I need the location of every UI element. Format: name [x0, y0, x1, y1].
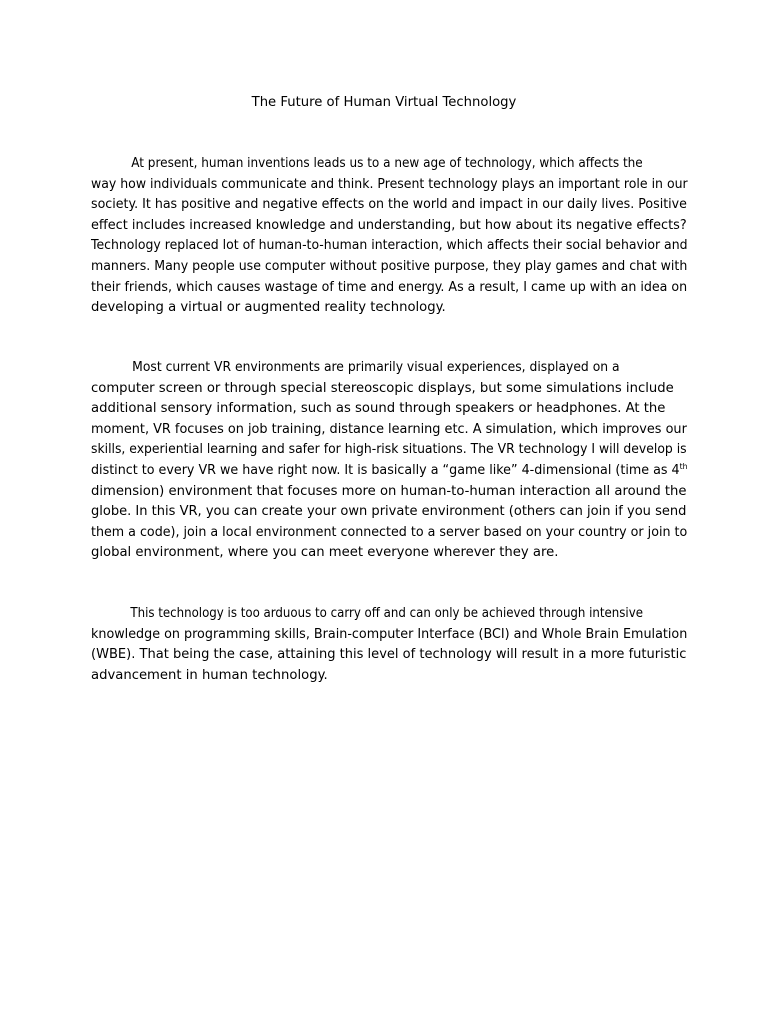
paragraph-line: effect includes increased knowledge and understanding, but how about its negative effects? [91, 217, 687, 233]
paragraph-3 [91, 604, 688, 686]
paragraph-line: skills, experiential learning and safer for high-risk situations. The VR technology I will develop is [91, 442, 687, 458]
paragraph-line: Most current VR environments are primarily visual experiences, displayed on a [132, 360, 620, 375]
document-title: The Future of Human Virtual Technology [251, 95, 517, 110]
paragraph-line: global environment, where you can meet everyone wherever they are. [91, 545, 559, 561]
paragraph-line: society. It has positive and negative effects on the world and impact in our daily lives. Positive [91, 197, 687, 213]
paragraph-line: moment, VR focuses on job training, distance learning etc. A simulation, which improves our [91, 421, 687, 437]
paragraph-line: advancement in human technology. [91, 667, 328, 683]
paragraph-line: This technology is too arduous to carry off and can only be achieved through intensive [130, 606, 643, 621]
paragraph-line: Technology replaced lot of human-to-human interaction, which affects their social behavior and [91, 238, 688, 254]
paragraph-line: way how individuals communicate and think. Present technology plays an important role in our [91, 176, 688, 192]
paragraph-line: computer screen or through special stereoscopic displays, but some simulations include [91, 380, 674, 396]
ordinal-superscript: th [679, 461, 688, 471]
paragraph-line: their friends, which causes wastage of time and energy. As a result, I came up with an idea on [91, 279, 688, 295]
paragraph-line: (WBE). That being the case, attaining this level of technology will result in a more futuristic [91, 647, 687, 663]
paragraph-line: manners. Many people use computer without positive purpose, they play games and chat with [91, 258, 688, 274]
paragraph-line: dimension) environment that focuses more on human-to-human interaction all around the [91, 483, 687, 499]
paragraph-2 [91, 358, 688, 564]
paragraph-line: knowledge on programming skills, Brain-computer Interface (BCI) and Whole Brain Emulation [91, 626, 688, 642]
paragraph-line: developing a virtual or augmented reality technology. [91, 300, 446, 316]
paragraph-line: At present, human inventions leads us to a new age of technology, which affects the [131, 156, 643, 171]
paragraph-line-text: distinct to every VR we have right now. It is basically a “game like” 4-dimensional (time as 4 [91, 462, 680, 478]
paragraph-line: them a code), join a local environment connected to a server based on your country or join to [91, 524, 688, 540]
paragraph-line: globe. In this VR, you can create your own private environment (others can join if you send [91, 504, 687, 520]
paragraph-1 [91, 154, 688, 319]
paragraph-line-with-superscript [91, 461, 688, 482]
paragraph-line: additional sensory information, such as sound through speakers or headphones. At the [91, 401, 666, 417]
